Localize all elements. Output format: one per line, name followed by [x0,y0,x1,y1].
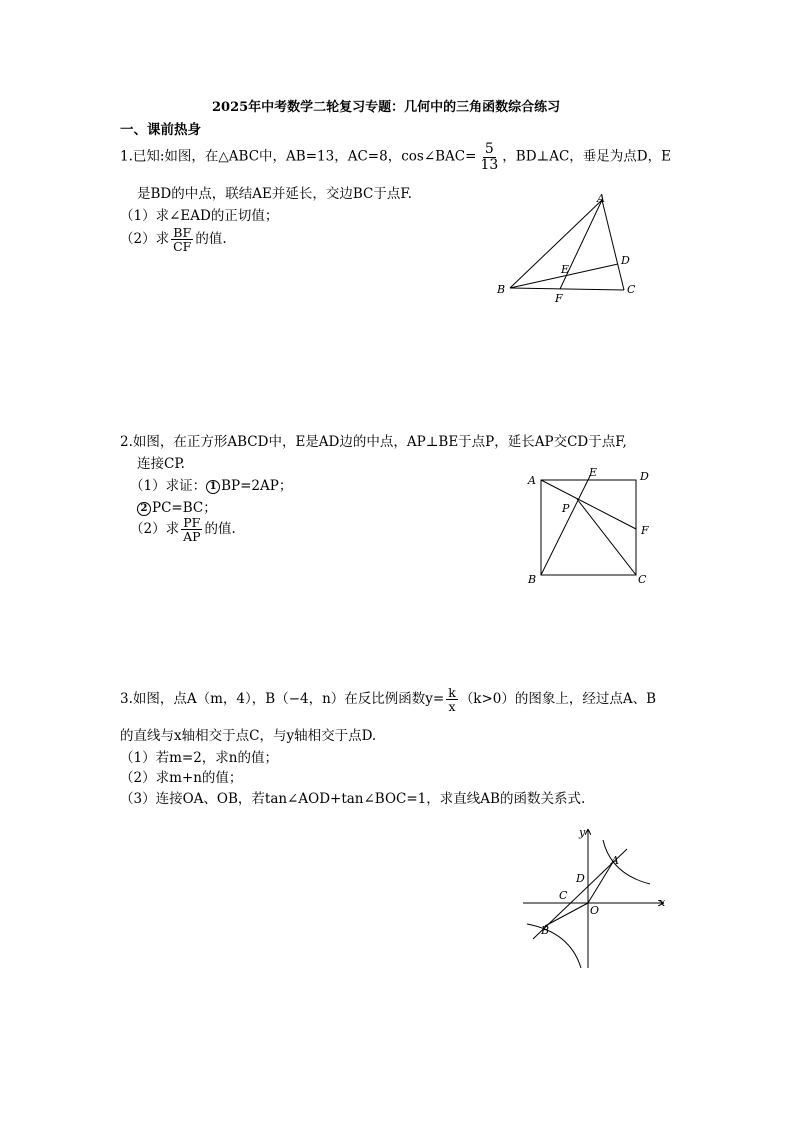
q1-label-a: A [597,192,605,205]
q2-label-p: P [562,502,570,515]
q3-fraction-denominator: x [448,699,456,715]
q1-sub2-denominator: CF [173,239,192,255]
circled-number-1: 1 [206,480,220,494]
q1-label-d: D [621,254,630,267]
q1-cos-fraction [478,142,500,172]
q1-sub2-text-b: 的值. [195,231,227,248]
q2-sub1-text-b: BP=2AP； [221,478,293,494]
q2-subquestion-2 [130,516,236,543]
q1-fraction-denominator: 13 [480,156,499,173]
q1-label-e: E [561,263,570,276]
q1-label-f: F [555,292,563,305]
q2-pf-ap-fraction [181,516,202,543]
page-title: 2025年中考数学二轮复习专题：几何中的三角函数综合练习 [212,100,561,115]
segment-bc [510,288,624,290]
q1-label-c: C [627,283,636,296]
segment-ac [602,200,624,290]
q1-label-b: B [497,283,506,296]
q1-subquestion-2 [120,226,227,253]
q2-line2: 连接CP. [137,456,185,472]
q1-line2: 是BD的中点，联结AE并延长，交边BC于点F. [137,186,412,202]
q2-label-d: D [640,470,649,483]
segment-af [541,480,636,529]
q2-square-figure [520,462,660,592]
q2-sub2-text-b: 的值. [204,521,236,538]
segment-ab [510,200,602,288]
q3-label-o: O [590,904,600,917]
q1-line1-text-a: 1.已知:如图，在△ABC中，AB=13，AC=8，cos∠BAC= [120,148,477,165]
q1-line1 [120,142,671,172]
q2-line1: 2.如图，在正方形ABCD中，E是AD边的中点，AP⊥BE于点P，延长AP交CD于点F, [120,434,627,450]
q1-triangle-figure [490,186,650,310]
q3-subquestion-1: （1）若m=2，求n的值； [120,750,278,766]
q2-subquestion-1 [130,474,292,494]
segment-pc [577,499,636,575]
q2-label-e: E [589,466,598,479]
q1-line1-text-b: ，BD⊥AC，垂足为点D，E [502,148,671,165]
section-heading: 一、课前热身 [120,122,201,138]
q1-fraction-numerator: 5 [484,141,494,157]
q3-subquestion-3: （3）连接OA、OB，若tan∠AOD+tan∠BOC=1，求直线AB的函数关系式. [120,791,586,807]
q1-subquestion-1: （1）求∠EAD的正切值； [120,208,279,224]
q3-label-x: x [659,896,666,909]
q3-fraction-numerator: k [448,685,456,700]
q3-label-a: A [611,854,619,867]
q3-label-y: y [579,826,586,839]
q1-sub2-text-a: （2）求 [120,231,170,248]
q3-line1-text-b: （k>0）的图象上，经过点A、B [459,691,657,708]
q2-subquestion-1-part-2 [137,496,217,516]
q2-label-a: A [528,474,536,487]
segment-be [541,476,590,575]
q3-subquestion-2: （2）求m+n的值； [120,770,243,786]
q2-label-f: F [641,524,649,537]
q1-sub2-numerator: BF [173,225,192,240]
q2-sub2-text-a: （2）求 [130,521,180,538]
q2-sub2-numerator: PF [183,515,201,530]
q2-sub1-text-a: （1）求证： [130,478,207,494]
square-abcd [541,480,636,575]
q3-label-b: B [541,924,550,937]
hyperbola-branch-third-quadrant [527,924,581,968]
q3-label-d: D [576,872,585,885]
q1-bf-cf-fraction [171,226,193,253]
q2-label-b: B [528,573,537,586]
q3-kx-fraction [446,686,458,713]
circled-number-2: 2 [137,502,151,516]
q3-coordinate-figure [515,822,675,972]
q3-label-c: C [559,889,568,902]
q3-line2: 的直线与x轴相交于点C，与y轴相交于点D. [120,728,377,744]
q2-label-c: C [638,573,647,586]
q3-line1 [120,686,656,713]
q3-line1-text-a: 3.如图，点A（m，4），B（−4，n）在反比例函数y= [120,691,445,708]
q2-sub2-denominator: AP [183,529,201,545]
q2-sub1-text-c: PC=BC； [152,500,217,516]
